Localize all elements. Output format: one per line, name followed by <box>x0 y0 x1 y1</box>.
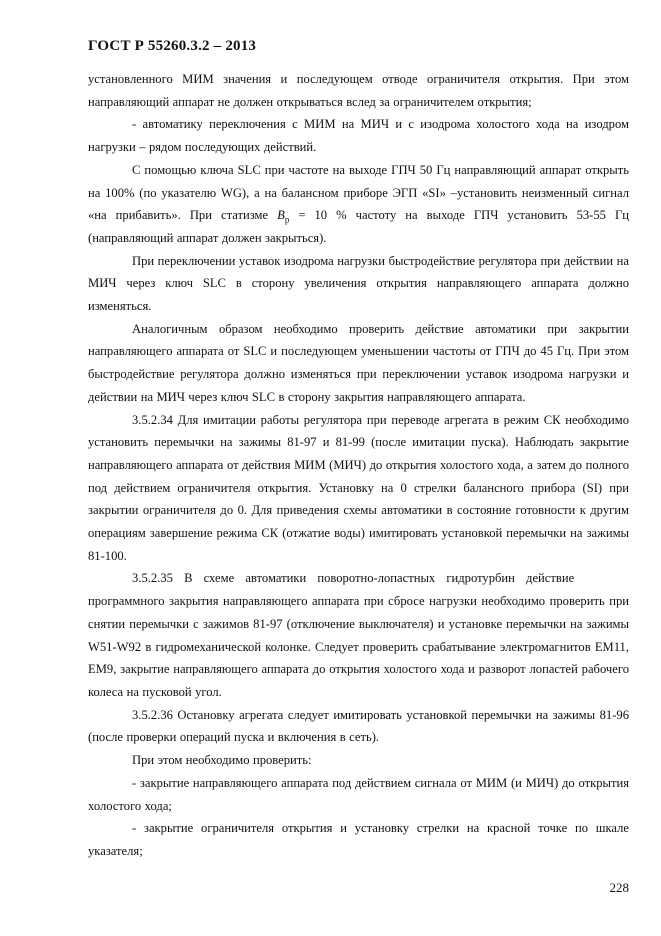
paragraph-slc-key <box>88 159 629 250</box>
paragraph-list-item: - закрытие направляющего аппарата под действием сигнала от МИМ (и МИЧ) до открытия холостого хода; <box>88 775 629 813</box>
paragraph-continuation: установленного МИМ значения и последующем отводе ограничителя открытия. При этом направляющий аппарат не должен открываться вслед за ограничителем открытия; <box>88 72 629 109</box>
paragraph-isodrome: При переключении уставок изодрома нагрузки быстродействие регулятора при действии на МИЧ через ключ SLC в сторону увеличения открытия направляющего аппарата должно изменяться. <box>88 253 629 314</box>
paragraph-text-part: = 10 % частоту на выходе ГПЧ установить 53-55 Гц (направляющий аппарат должен закрыться). <box>88 208 629 245</box>
document-header: ГОСТ Р 55260.3.2 – 2013 <box>88 38 257 54</box>
statism-variable: B <box>277 208 285 223</box>
paragraph-list-item: - автоматику переключения с МИМ на МИЧ и с изодрома холостого хода на изодром нагрузки – рядом последующих действий. <box>88 117 629 155</box>
paragraph-check-intro: При этом необходимо проверить: <box>132 753 312 768</box>
page-number: 228 <box>609 880 629 895</box>
paragraph-analogous: Аналогичным образом необходимо проверить действие автоматики при закрытии направляющего аппарата от SLC и последующем уменьшении частоты от ГПЧ до 45 Гц. При этом быстродействие регулятора должно изменяться при переключении уставок изодрома нагрузки и действии на МИЧ через ключ SLC в сторону закрытия направляющего аппарата. <box>88 321 629 404</box>
paragraph-3-5-2-35: программного закрытия направляющего аппарата при сбросе нагрузки необходимо проверить при снятии перемычки с зажимов 81-97 (отключение выключателя) и установке перемычки на зажимы W51-W92 в гидромеханической колонке. Следует проверить срабатывание электромагнитов ЕМ11, ЕМ9, закрытие направляющего аппарата до открытия холостого хода и разворот лопастей рабочего колеса на пусковой угол. <box>88 594 629 699</box>
paragraph-3-5-2-35-lead: 3.5.2.35 В схеме автоматики поворотно-лопастных гидротурбин действие <box>132 571 575 586</box>
paragraph-list-item: - закрытие ограничителя открытия и установку стрелки на красной точке по шкале указателя; <box>88 821 629 858</box>
paragraph-text-part: С помощью ключа SLC при частоте на выходе ГПЧ 50 Гц направляющий аппарат открыть на 100% (по указателю WG), а на балансном приборе ЭГП «SI» –установить неизменный сигнал «на прибавить». При статизме <box>88 162 629 223</box>
paragraph-3-5-2-36: 3.5.2.36 Остановку агрегата следует имитировать установкой перемычки на зажимы 81-96 (после проверки операций пуска и включения в сеть). <box>88 707 629 745</box>
document-body <box>88 68 629 863</box>
statism-subscript: p <box>284 214 290 225</box>
paragraph-3-5-2-34: 3.5.2.34 Для имитации работы регулятора при переводе агрегата в режим СК необходимо установить перемычки на зажимы 81-97 и 81-99 (после имитации пуска). Наблюдать закрытие направляющего аппарата от действия МИМ (МИЧ) до открытия холостого хода, а затем до полного под действием ограничителя открытия. Установку на 0 стрелки балансного прибора (SI) при закрытии ограничителя до 0. Для приведения схемы автоматики в состояние готовности к другим операциям завершение режима СК (отжатие воды) имитировать установкой перемычки на зажимы 81-100. <box>88 412 629 563</box>
